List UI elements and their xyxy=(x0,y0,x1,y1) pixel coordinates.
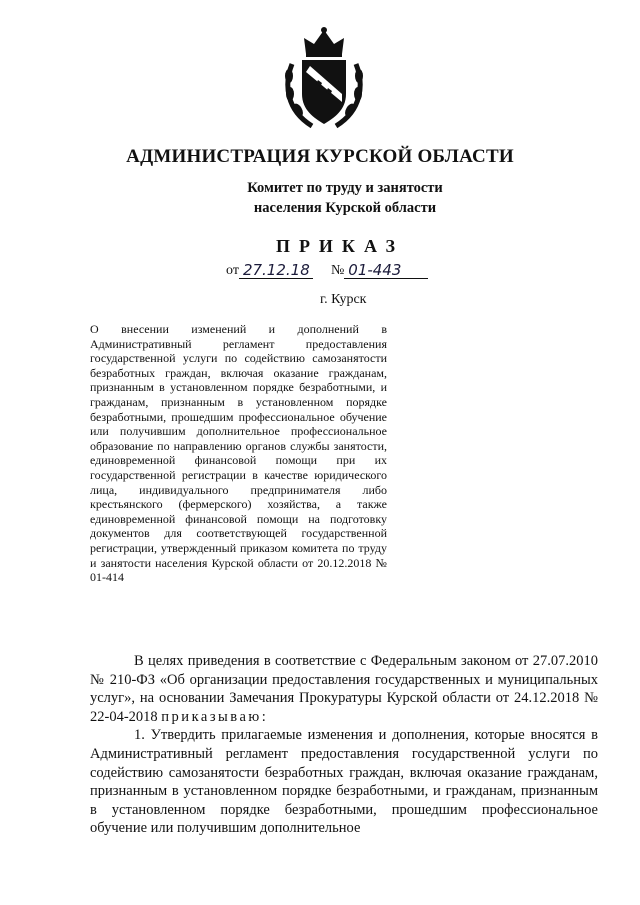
committee-line-2: населения Курской области xyxy=(253,200,437,216)
city: г. Курск xyxy=(320,292,367,307)
order-word: приказываю: xyxy=(161,708,269,725)
date-prefix: от xyxy=(226,263,239,278)
order-subject: О внесении изменений и дополнений в Административный регламент предоставления государственной услуги по содействию самозанятости безработных граждан, включая оказание гражданам, признанным в установленном порядке безработными, и гражданам, признанным в установленном порядке безработными, прошедшим профессиональное обучение или получившим дополнительное профессиональное образование по направлению органов службы занятости, единовременной финансовой помощи при их государственной регистрации в качестве юридического лица, индивидуального предпринимателя либо крестьянского (фермерского) хозяйства, а также единовременной финансовой помощи на подготовку документов для соответствующей государственной регистрации, утвержденный приказом комитета по труду и занятости населения Курской области от 20.12.2018 № 01-414 xyxy=(90,322,387,585)
organization-title: АДМИНИСТРАЦИЯ КУРСКОЙ ОБЛАСТИ xyxy=(126,146,514,167)
committee-name xyxy=(0,178,640,218)
handwritten-number: 01-443 xyxy=(344,262,428,279)
order-body xyxy=(90,652,598,838)
committee-line-1: Комитет по труду и занятости xyxy=(247,180,443,196)
document-type: ПРИКАЗ xyxy=(275,236,405,256)
number-prefix: № xyxy=(330,263,345,278)
body-paragraph-1-text: В целях приведения в соответствие с Федеральным законом от 27.07.2010 № 210-ФЗ «Об организации предоставления государственных и муниципальных услуг», на основании Замечания Прокуратуры Курской области от 24.12.2018 № 22-04-2018 xyxy=(90,653,598,725)
body-paragraph-1 xyxy=(90,652,598,726)
body-paragraph-2: 1. Утвердить прилагаемые изменения и дополнения, которые вносятся в Административный регламент предоставления государственной услуги по содействию самозанятости безработных граждан, включая оказание гражданам, признанным в установленном порядке безработными, и гражданам, признанным в установленном порядке безработными, прошедшим профессиональное обучение или получившим дополнительное xyxy=(90,727,598,837)
kursk-coat-of-arms-icon xyxy=(282,24,366,132)
handwritten-date: 27.12.18 xyxy=(239,262,313,279)
date-number-line xyxy=(226,262,428,279)
